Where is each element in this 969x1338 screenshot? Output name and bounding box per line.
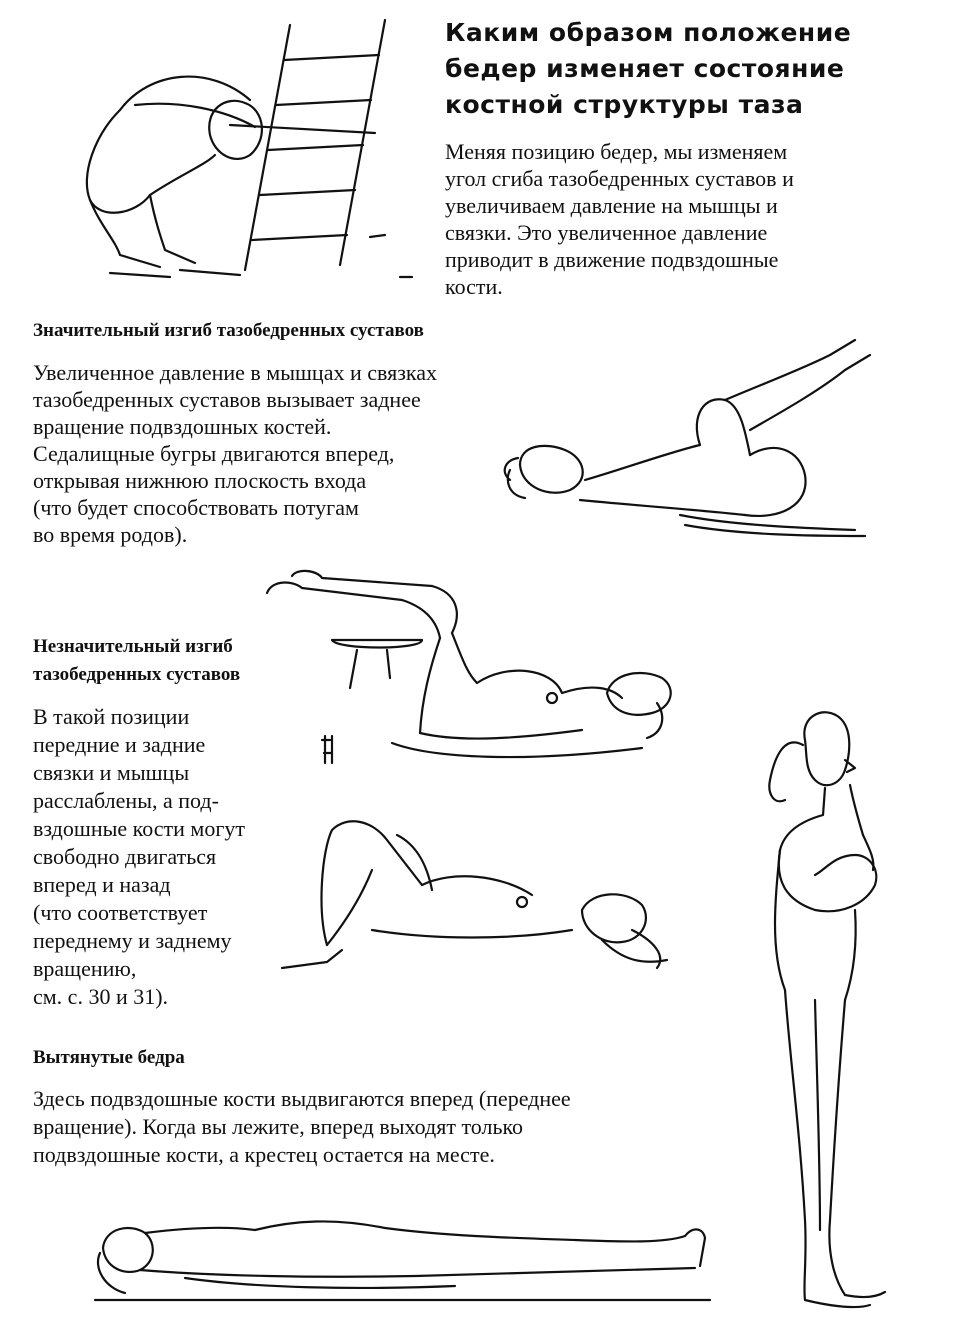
section2-line-6: свободно двигаться (33, 844, 217, 869)
section2-line-7: вперед и назад (33, 872, 171, 897)
section2-line-8: (что соответствует (33, 900, 208, 925)
section2-line-1: В такой позиции (33, 704, 190, 729)
section2-line-10: вращению, (33, 956, 137, 981)
intro-line-4: связки. Это увеличенное давление (445, 220, 768, 245)
intro-line-2: угол сгиба тазобедренных суставов и (445, 166, 794, 191)
section2-line-9: переднему и заднему (33, 928, 232, 953)
section1-line-1: Увеличенное давление в мышцах и связках (33, 360, 438, 385)
title-line-2: бедер изменяет состояние (445, 54, 845, 83)
intro-line-3: увеличиваем давление на мышцы и (445, 193, 778, 218)
section1-line-6: (что будет способствовать потугам (33, 495, 359, 520)
knees-to-chest-illustration (500, 330, 880, 545)
section3-heading: Вытянутые бедра (33, 1047, 185, 1068)
intro-line-1: Меняя позицию бедер, мы изменяем (445, 139, 788, 164)
intro-line-5: приводит в движение подвздошные (445, 247, 779, 272)
legs-on-stool-illustration (262, 568, 682, 778)
intro-line-6: кости. (445, 274, 503, 299)
section1-line-4: Седалищные бугры двигаются вперед, (33, 441, 395, 466)
section1-line-2: тазобедренных суставов вызывает заднее (33, 387, 421, 412)
knees-bent-illustration (272, 810, 692, 975)
title-line-3: костной структуры таза (445, 90, 804, 119)
section3-line-2: вращение). Когда вы лежите, вперед выходят только (33, 1114, 524, 1139)
section2-line-5: вздошные кости могут (33, 816, 245, 841)
section2-heading-line-1: Незначительный изгиб (33, 636, 233, 657)
squat-illustration (40, 15, 420, 290)
section2-line-3: связки и мышцы (33, 760, 190, 785)
section1-line-7: во время родов). (33, 522, 188, 547)
title-line-1: Каким образом положение (445, 18, 852, 47)
section2-line-4: расслаблены, а под- (33, 788, 219, 813)
lying-flat-illustration (95, 1208, 715, 1308)
section1-heading: Значительный изгиб тазобедренных суставов (33, 320, 424, 341)
section2-line-2: передние и задние (33, 732, 206, 757)
section3-line-3: подвздошные кости, а крестец остается на месте. (33, 1142, 495, 1167)
section3-line-1: Здесь подвздошные кости выдвигаются вперед (переднее (33, 1086, 571, 1111)
section2-heading-line-2: тазобедренных суставов (33, 664, 241, 685)
section2-line-11: см. с. 30 и 31). (33, 984, 169, 1009)
section1-line-5: открывая нижнюю плоскость входа (33, 468, 367, 493)
standing-illustration (745, 700, 895, 1320)
section1-line-3: вращение подвздошных костей. (33, 414, 332, 439)
